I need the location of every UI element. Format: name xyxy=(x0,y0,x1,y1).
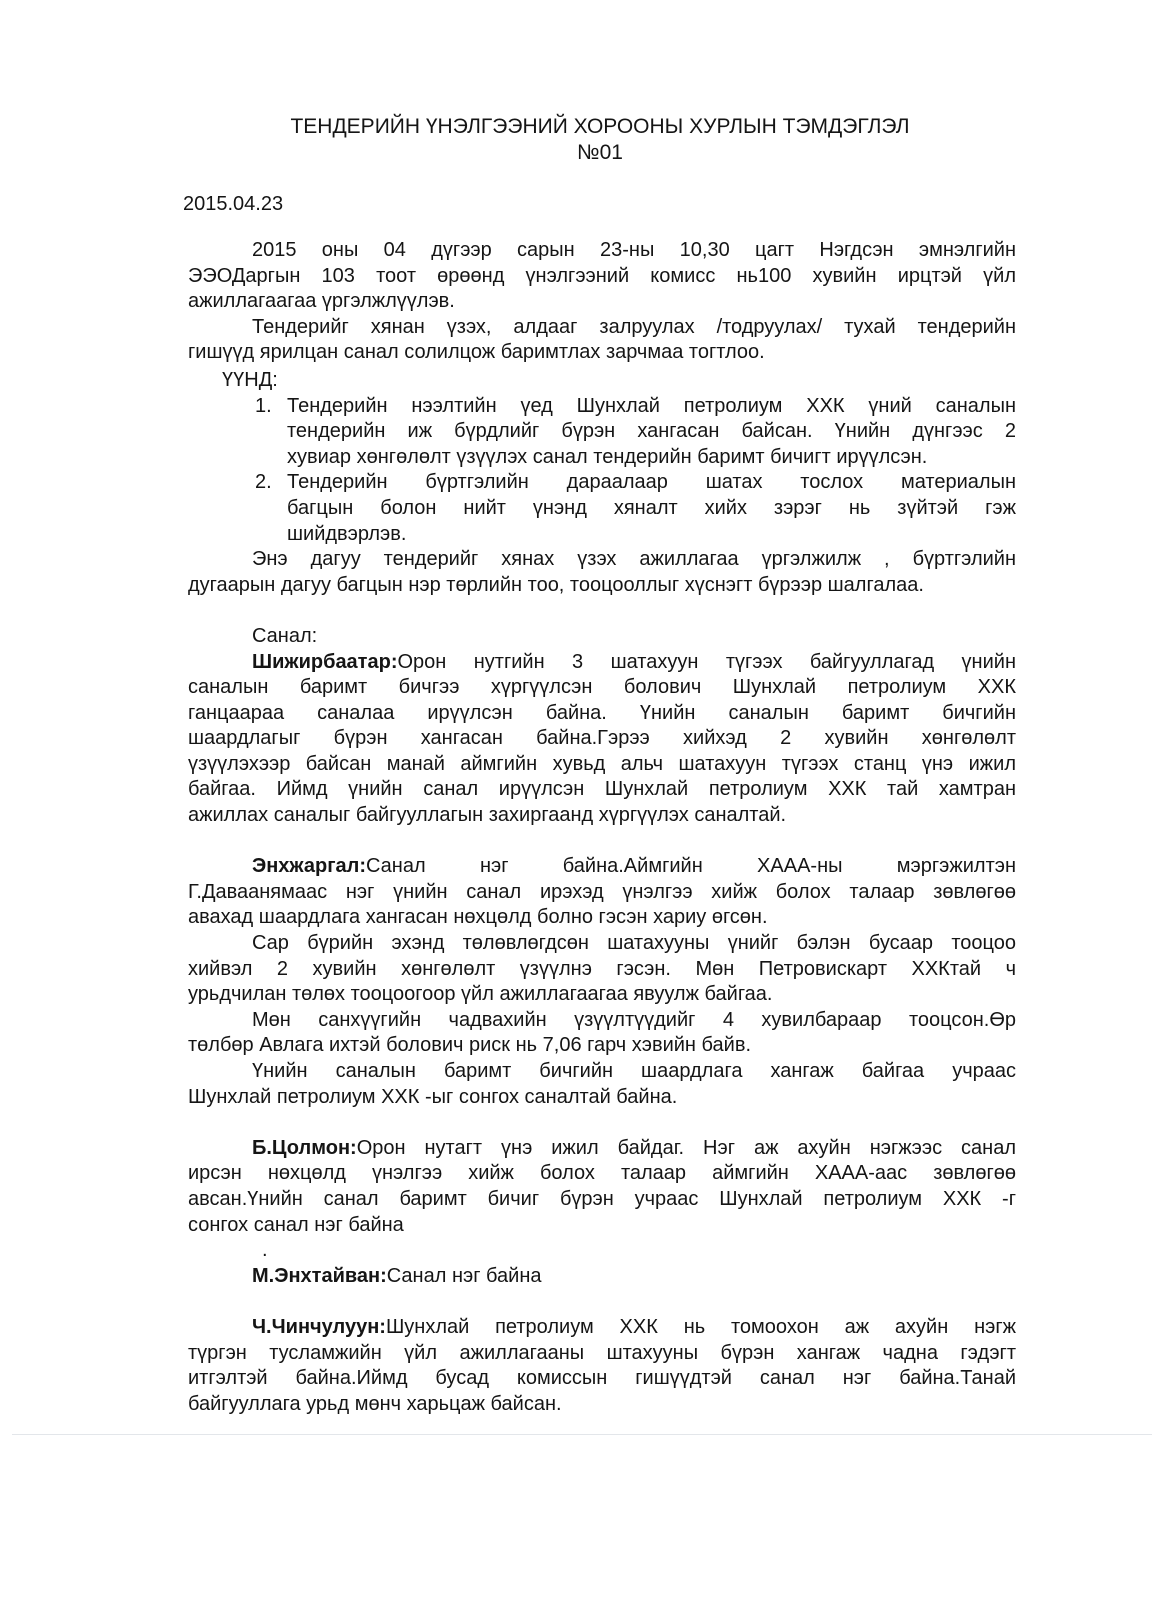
text-line xyxy=(188,238,1016,264)
blank-line xyxy=(188,598,1016,624)
text-line xyxy=(188,726,1016,752)
text-line xyxy=(188,777,1016,803)
paragraph xyxy=(188,624,1016,650)
text-line xyxy=(188,1366,1016,1392)
numbered-item xyxy=(188,470,1016,547)
text-line xyxy=(188,1059,1016,1085)
text-line xyxy=(188,905,1016,931)
member-statement xyxy=(188,1315,1016,1417)
line-text: шаардлагыг бүрэн хангасан байна.Гэрээ хийхэд 2 хувийн хөнгөлөлт xyxy=(188,727,1016,750)
blank-line xyxy=(188,1110,1016,1136)
paragraph xyxy=(188,1008,1016,1059)
line-text: 2015 оны 04 дүгээр сарын 23-ны 10,30 цагт Нэгдсэн эмнэлгийн xyxy=(252,239,1016,261)
text-line xyxy=(188,264,1016,290)
line-text: үзүүлэхээр байсан манай аймгийн хувьд альч шатахуун түгээх станц үнэ ижил xyxy=(188,752,1016,775)
text-line xyxy=(188,573,1016,599)
line-text: ажиллах саналыг байгууллагын захиргаанд хүргүүлэх саналтай. xyxy=(188,804,787,827)
paragraph xyxy=(188,931,1016,1008)
blank-line xyxy=(188,829,1016,855)
line-text: гишүүд ярилцан санал солилцож баримтлах зарчмаа тогтлоо. xyxy=(188,341,765,364)
text-line xyxy=(188,1085,1016,1111)
member-name: Энхжаргал: xyxy=(252,855,367,878)
numbered-item xyxy=(188,394,1016,471)
text-line xyxy=(188,1392,1016,1418)
member-statement xyxy=(188,1264,1016,1290)
line-text: Энэ дагуу тендерийг хянах үзэх ажиллагаа үргэлжилж , бүртгэлийн xyxy=(252,548,1016,571)
line-text: ажиллагаагаа үргэлжлүүлэв. xyxy=(188,290,455,313)
member-name: Шижирбаатар: xyxy=(252,650,398,673)
text-line xyxy=(188,931,1016,957)
member-name: Ч.Чинчулуун: xyxy=(252,1315,386,1338)
text-line xyxy=(188,957,1016,983)
text-line xyxy=(188,445,1016,471)
text-line xyxy=(188,470,1016,496)
section-heading: ҮҮНД: xyxy=(222,368,278,391)
line-text: ЭЭОДаргын 103 тоот өрөөнд үнэлгээний комисс нь100 хувийн ирцтэй үйл xyxy=(188,264,1016,287)
line-text: Шунхлай петролиум ХХК нь томоохон аж ахуйн нэгж xyxy=(385,1315,1016,1338)
document-body xyxy=(188,238,1016,1417)
line-text: Шунхлай петролиум ХХК -ыг сонгох саналтай байна. xyxy=(188,1085,678,1108)
line-text: хувиар хөнгөлөлт үзүүлэх санал тендерийн баримт бичигт ирүүлсэн. xyxy=(287,445,928,468)
line-text: багцын болон нийт үнэнд хяналт хийх зэрэг нь зүйтэй гэж xyxy=(287,496,1016,519)
line-text: Үнийн саналын баримт бичгийн шаардлага хангаж байгаа учраас xyxy=(252,1060,1016,1082)
paragraph xyxy=(188,547,1016,598)
line-text: Тендерийн нээлтийн үед Шунхлай петролиум ХХК үний саналын xyxy=(287,394,1016,417)
member-statement xyxy=(188,650,1016,829)
member-name: Б.Цолмон: xyxy=(252,1136,357,1159)
line-text: шийдвэрлэв. xyxy=(287,522,407,545)
text-line xyxy=(188,289,1016,315)
line-text: байгаа. Иймд үнийн санал ирүүлсэн Шунхлай петролиум ХХК тай хамтран xyxy=(188,778,1016,801)
text-line xyxy=(188,547,1016,573)
line-text: Санал нэг байна.Аймгийн ХААА-ны мэргэжилтэн xyxy=(366,855,1016,878)
line-text: түргэн тусламжийн үйл ажиллагааны штахууны бүрэн хангаж чадна гэдэгт xyxy=(188,1341,1016,1364)
text-line xyxy=(188,701,1016,727)
line-text: ирсэн нөхцөлд үнэлгээ хийж болох талаар аймгийн ХААА-аас зөвлөгөө xyxy=(188,1162,1016,1185)
page-divider xyxy=(12,1434,1152,1435)
line-text: дугаарын дагуу багцын нэр төрлийн тоо, тооцооллыг хүснэгт бүрээр шалгалаа. xyxy=(188,573,924,596)
line-text: Г.Даваанямаас нэг үнийн санал ирэхэд үнэлгээ хийж болох талаар зөвлөгөө xyxy=(188,880,1016,903)
text-line xyxy=(188,650,1016,676)
text-line xyxy=(188,982,1016,1008)
line-text: хийвэл 2 хувийн хөнгөлөлт үзүүлнэ гэсэн. Мөн Петровискарт ХХКтай ч xyxy=(188,957,1016,980)
text-line xyxy=(188,1264,1016,1290)
text-line xyxy=(188,340,1016,366)
line-text: Орон нутгийн 3 шатахуун түгээх байгууллагад үнийн xyxy=(397,650,1016,673)
text-line xyxy=(188,624,1016,650)
line-text: урьдчилан төлөх тооцоогоор үйл ажиллагаагаа явуулж байгаа. xyxy=(188,983,773,1006)
line-text: саналын баримт бичгээ хүргүүлсэн болович Шунхлай петролиум ХХК xyxy=(188,676,1016,699)
text-line xyxy=(188,419,1016,445)
line-text: Орон нутагт үнэ ижил байдаг. Нэг аж ахуйн нэгжээс санал xyxy=(356,1136,1016,1159)
line-text: Санал: xyxy=(252,624,318,647)
text-line xyxy=(188,880,1016,906)
paragraph xyxy=(188,238,1016,315)
line-text: ганцаараа саналаа ирүүлсэн байна. Үнийн саналын баримт бичгийн xyxy=(188,701,1016,724)
paragraph xyxy=(188,1059,1016,1110)
document-title-block xyxy=(0,114,1162,166)
member-statement xyxy=(188,854,1016,931)
text-line xyxy=(188,675,1016,701)
line-text: тендерийн иж бүрдлийг бүрэн хангасан байсан. Үнийн дүнгээс 2 xyxy=(287,420,1016,443)
member-statement xyxy=(188,1136,1016,1238)
line-text: авсан.Үнийн санал баримт бичиг бүрэн учраас Шунхлай петролиум ХХК -г xyxy=(188,1187,1016,1210)
document-number: №01 xyxy=(577,141,623,164)
text-line xyxy=(188,1008,1016,1034)
text-line xyxy=(188,1213,1016,1239)
text-line xyxy=(188,1161,1016,1187)
line-text: итгэлтэй байна.Иймд бусад комиссын гишүүдтэй санал нэг байна.Танай xyxy=(188,1367,1016,1390)
text-line xyxy=(188,1187,1016,1213)
line-text: Санал нэг байна xyxy=(386,1264,542,1287)
line-text: Сар бүрийн эхэнд төлөвлөгдсөн шатахууны үнийг бэлэн бусаар тооцоо xyxy=(252,932,1016,955)
text-line xyxy=(188,496,1016,522)
text-line xyxy=(188,522,1016,548)
text-line xyxy=(188,803,1016,829)
document-date: 2015.04.23 xyxy=(183,193,284,215)
line-text: Мөн санхүүгийн чадвахийн үзүүлтүүдийг 4 хувилбараар тооцсон.Өр xyxy=(252,1008,1016,1031)
line-text: авахад шаардлага хангасан нөхцөлд болно гэсэн хариу өгсөн. xyxy=(188,906,768,929)
paragraph xyxy=(188,315,1016,366)
text-line xyxy=(188,1136,1016,1162)
line-text: байгууллага урьд мөнч харьцаж байсан. xyxy=(188,1392,562,1415)
line-text: Тендерийн бүртгэлийн дараалаар шатах тослох материалын xyxy=(287,471,1016,494)
text-line xyxy=(188,854,1016,880)
document-title: ТЕНДЕРИЙН ҮНЭЛГЭЭНИЙ ХОРООНЫ ХУРЛЫН ТЭМДЭГЛЭЛ xyxy=(290,115,910,138)
line-text: төлбөр Авлага ихтэй болович риск нь 7,06 гарч хэвийн байв. xyxy=(188,1034,752,1057)
stray-mark: . xyxy=(262,1239,268,1262)
blank-line xyxy=(188,1289,1016,1315)
member-name: М.Энхтайван: xyxy=(252,1264,387,1287)
item-number: 2. xyxy=(255,471,272,494)
item-number: 1. xyxy=(255,394,272,417)
text-line xyxy=(188,1315,1016,1341)
text-line xyxy=(188,315,1016,341)
text-line xyxy=(188,1033,1016,1059)
text-line xyxy=(188,394,1016,420)
text-line xyxy=(188,752,1016,778)
line-text: сонгох санал нэг байна xyxy=(188,1213,404,1236)
line-text: Тендерийг хянан үзэх, алдааг залруулах /тодруулах/ тухай тендерийн xyxy=(252,315,1016,338)
text-line xyxy=(188,1341,1016,1367)
